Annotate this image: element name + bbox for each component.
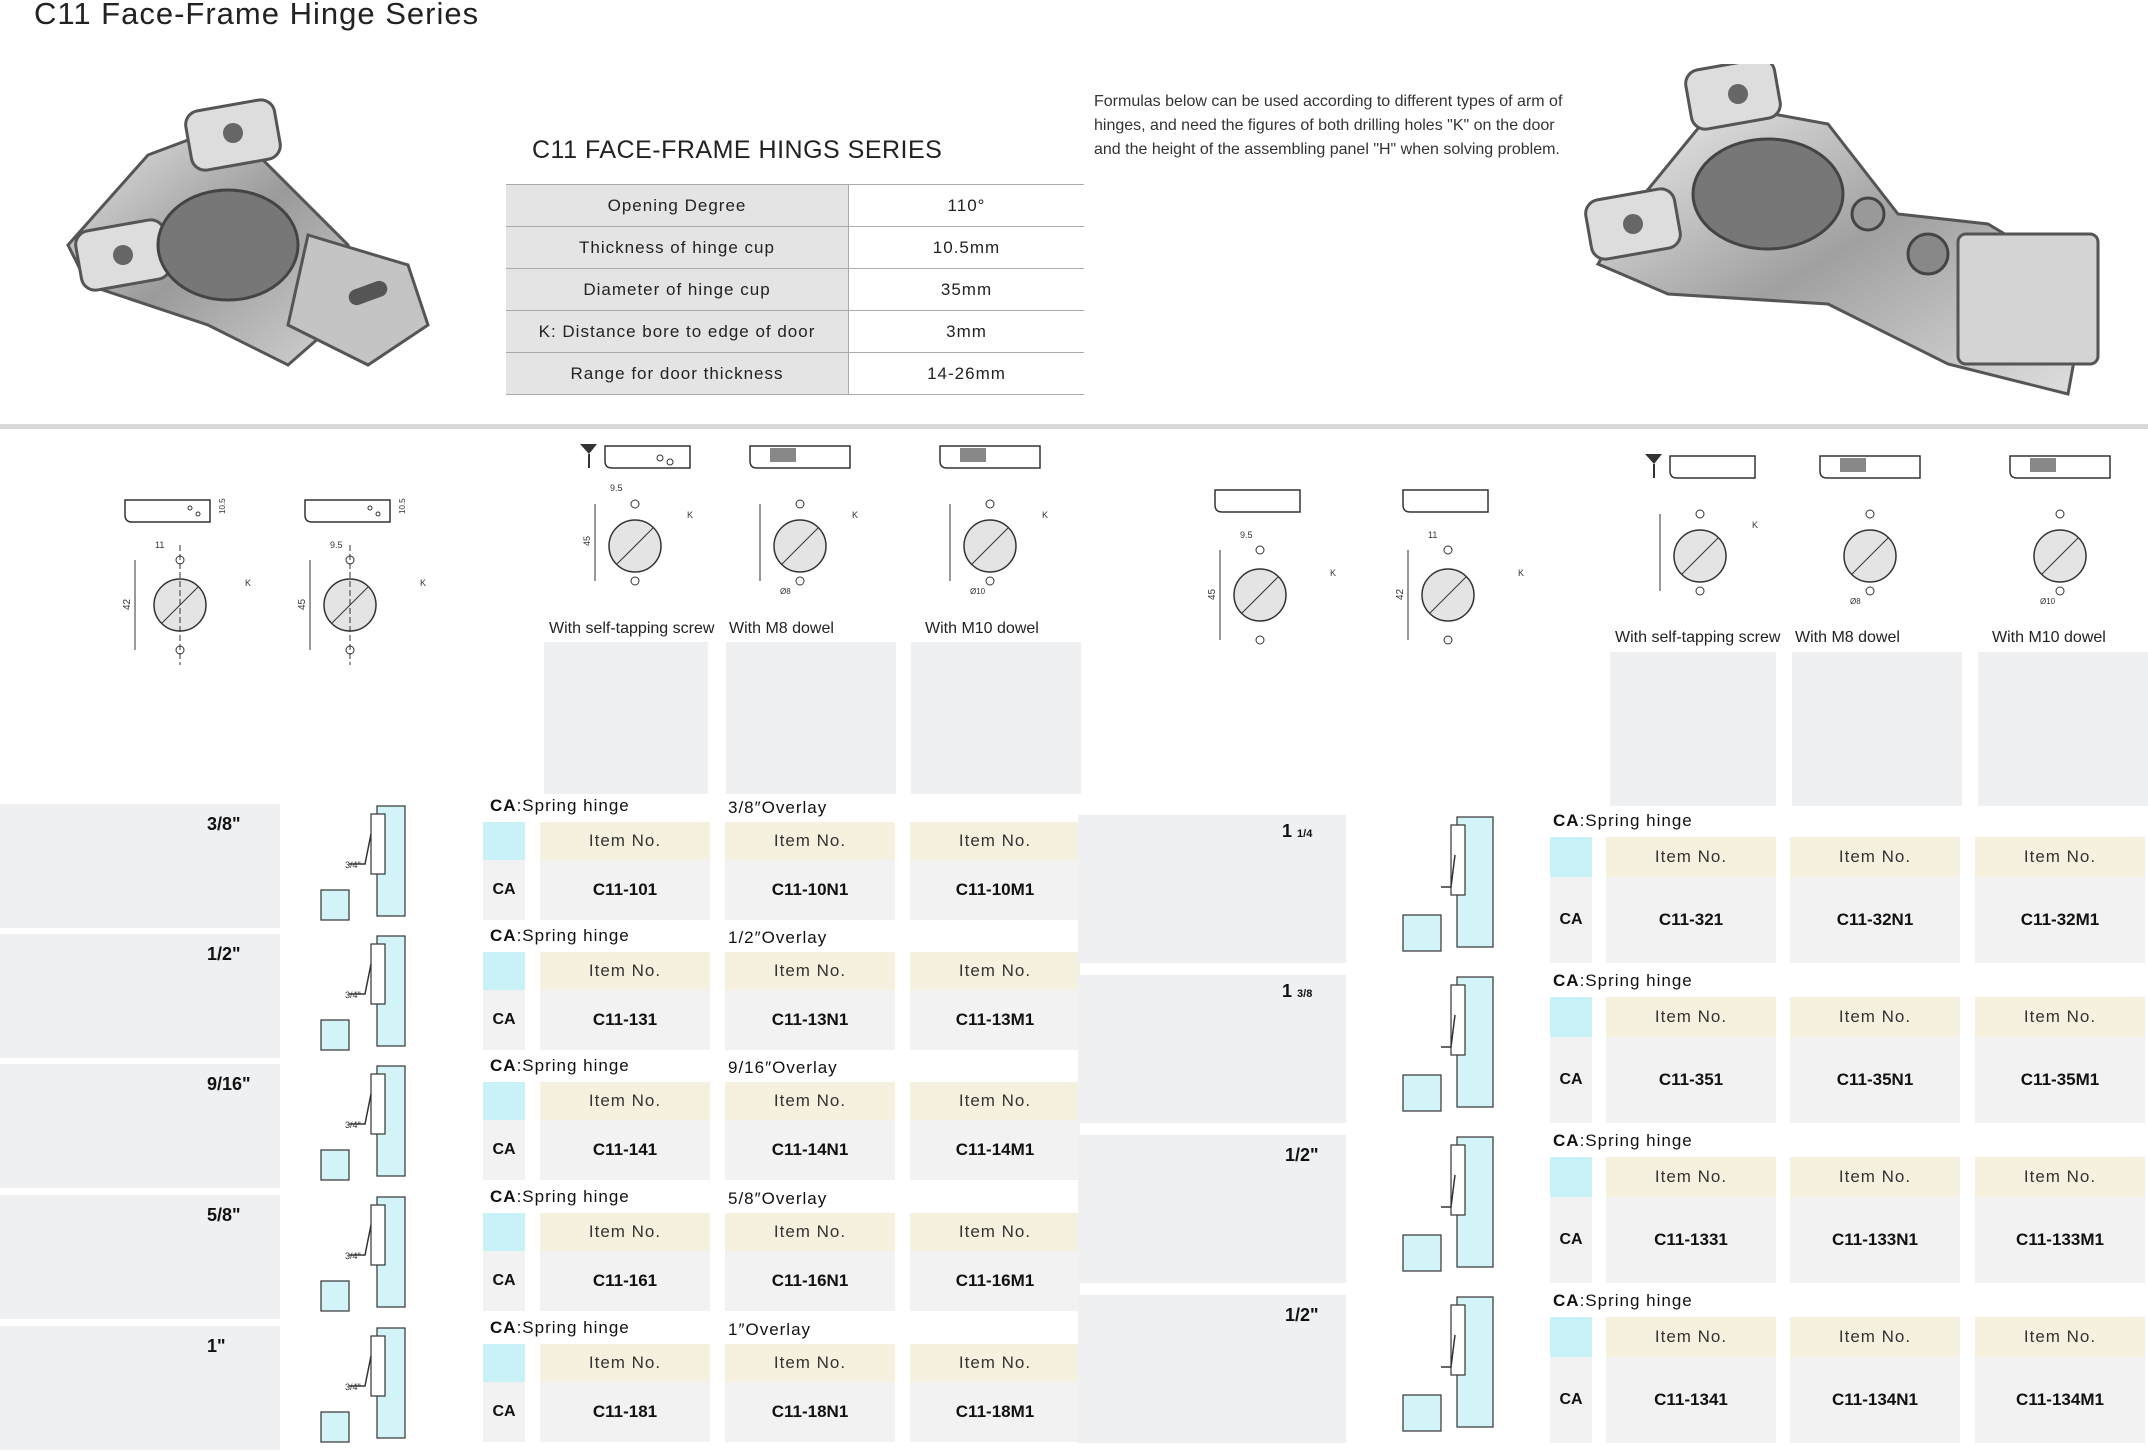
item-no-header: Item No. <box>540 952 710 991</box>
dim-label: Ø8 <box>1850 597 1861 606</box>
spec-row <box>506 353 1084 395</box>
dim-label: 9.5 <box>610 483 623 493</box>
ca-label: CA <box>490 1318 517 1337</box>
dim-label: K <box>687 510 694 520</box>
mount-drawing-m8-r <box>1810 446 1960 616</box>
item-no-header: Item No. <box>725 1213 895 1252</box>
overlay-diagram <box>315 1064 415 1184</box>
dim-label: 10.5 <box>398 498 407 514</box>
overlay-size: 9/16" <box>207 1074 251 1094</box>
overlay-heading: 1/2″Overlay <box>728 928 828 947</box>
spec-row <box>506 311 1084 353</box>
overlay-size: 1/2" <box>207 944 241 964</box>
cup-drawing-3 <box>1200 480 1360 660</box>
overlay-size <box>1282 981 1312 1002</box>
ca-cyan-bar <box>1550 997 1592 1037</box>
overlay-diagram <box>315 934 415 1054</box>
overlay-size: 1" <box>207 1336 226 1356</box>
ca-label: CA <box>1553 1131 1580 1150</box>
item-no-header: Item No. <box>910 952 1080 991</box>
dim-label: 45 <box>297 598 308 610</box>
dim-label: K <box>1042 510 1049 520</box>
overlay-size: 1/2" <box>1285 1145 1319 1165</box>
spec-value: 110° <box>849 185 1085 227</box>
ca-heading: CA:Spring hinge <box>1553 971 1693 990</box>
item-number: C11-321 <box>1606 877 1776 963</box>
mount-drawing-m8 <box>740 436 890 606</box>
overlay-diagram <box>315 1326 415 1446</box>
spec-row <box>506 227 1084 269</box>
overlay-diagram <box>315 804 415 924</box>
ca-label: CA <box>490 1187 517 1206</box>
item-no-header: Item No. <box>725 952 895 991</box>
item-number: C11-351 <box>1606 1037 1776 1123</box>
item-number: C11-14M1 <box>910 1120 1080 1180</box>
item-number: C11-133N1 <box>1790 1197 1960 1283</box>
dim-label: 11 <box>1428 530 1438 540</box>
overlay-size: 1/2" <box>1285 1305 1319 1325</box>
item-number: C11-18N1 <box>725 1382 895 1442</box>
size-whole: 1 <box>1282 981 1293 1001</box>
item-number: C11-10N1 <box>725 860 895 920</box>
overlay-mark: 3/4" <box>345 1382 361 1392</box>
dim-label: K <box>1752 520 1759 530</box>
ca-title: Spring hinge <box>1585 811 1693 830</box>
cup-photo-m10-r <box>1978 652 2148 806</box>
item-number: C11-16M1 <box>910 1251 1080 1311</box>
dim-label: K <box>1518 568 1525 578</box>
item-number: C11-10M1 <box>910 860 1080 920</box>
item-number: C11-181 <box>540 1382 710 1442</box>
dim-label: K <box>852 510 859 520</box>
spec-table <box>506 184 1084 395</box>
overlay-mark: 3/4" <box>345 1120 361 1130</box>
dim-label: Ø8 <box>780 587 791 596</box>
mount-label: With self-tapping screw <box>549 620 715 637</box>
size-frac: 3/8 <box>1297 988 1313 1000</box>
hinge-photo-row <box>0 1326 280 1450</box>
overlay-diagram <box>1395 1135 1505 1275</box>
spec-value: 3mm <box>849 311 1085 353</box>
item-no-header: Item No. <box>725 1344 895 1383</box>
item-no-header: Item No. <box>910 1344 1080 1383</box>
cup-photo-m8 <box>726 642 896 794</box>
dim-label: K <box>245 578 252 588</box>
cup-photo-m10 <box>911 642 1081 794</box>
ca-label: CA <box>490 1056 517 1075</box>
item-number: C11-131 <box>540 990 710 1050</box>
spec-row <box>506 185 1084 227</box>
dim-label: Ø10 <box>970 587 986 596</box>
item-no-header: Item No. <box>1790 837 1960 878</box>
item-number: C11-35N1 <box>1790 1037 1960 1123</box>
dim-label: 9.5 <box>330 540 343 550</box>
item-number: C11-1341 <box>1606 1357 1776 1443</box>
item-no-header: Item No. <box>1606 1157 1776 1198</box>
hinge-photo-main <box>28 95 448 380</box>
spec-value: 10.5mm <box>849 227 1085 269</box>
ca-cell: CA <box>483 1251 525 1311</box>
item-no-header: Item No. <box>910 1082 1080 1121</box>
overlay-diagram <box>1395 1295 1505 1435</box>
mount-label: With M8 dowel <box>729 620 834 637</box>
item-number: C11-32M1 <box>1975 877 2145 963</box>
item-no-header: Item No. <box>725 822 895 861</box>
item-number: C11-1331 <box>1606 1197 1776 1283</box>
ca-label: CA <box>1553 971 1580 990</box>
dim-label: Ø10 <box>2040 597 2056 606</box>
item-no-header: Item No. <box>540 1082 710 1121</box>
mount-drawing-m10 <box>930 436 1080 606</box>
item-number: C11-14N1 <box>725 1120 895 1180</box>
size-frac: 1/4 <box>1297 828 1313 840</box>
overlay-mark: 3/4" <box>345 1251 361 1261</box>
dim-label: 11 <box>155 540 165 550</box>
ca-heading: CA:Spring hinge <box>490 1056 630 1075</box>
ca-cell: CA <box>483 990 525 1050</box>
mount-drawing-m10-r <box>2000 446 2148 616</box>
item-no-header: Item No. <box>1790 997 1960 1038</box>
ca-label: CA <box>490 796 517 815</box>
ca-title: Spring hinge <box>522 1187 630 1206</box>
ca-cell: CA <box>483 860 525 920</box>
ca-heading: CA:Spring hinge <box>1553 811 1693 830</box>
page-title: C11 Face-Frame Hinge Series <box>34 0 480 31</box>
item-no-header: Item No. <box>1975 997 2145 1038</box>
ca-cell: CA <box>1550 1197 1592 1283</box>
item-no-header: Item No. <box>1606 1317 1776 1358</box>
ca-cyan-bar <box>483 1082 525 1120</box>
item-no-header: Item No. <box>540 822 710 861</box>
ca-label: CA <box>1553 1291 1580 1310</box>
item-number: C11-32N1 <box>1790 877 1960 963</box>
dim-label: 9.5 <box>1240 530 1253 540</box>
size-whole: 1 <box>1282 821 1293 841</box>
overlay-size: 5/8" <box>207 1205 241 1225</box>
item-number: C11-16N1 <box>725 1251 895 1311</box>
overlay-size: 3/8" <box>207 814 241 834</box>
ca-cyan-bar <box>483 822 525 860</box>
item-no-header: Item No. <box>1606 997 1776 1038</box>
dim-label: K <box>1330 568 1337 578</box>
cup-photo-screw-r <box>1610 652 1776 806</box>
overlay-diagram <box>1395 815 1505 955</box>
ca-cyan-bar <box>483 1213 525 1251</box>
ca-heading: CA:Spring hinge <box>490 796 630 815</box>
dim-label: 45 <box>582 535 592 546</box>
item-no-header: Item No. <box>1975 1317 2145 1358</box>
spec-label: Range for door thickness <box>506 353 849 395</box>
item-no-header: Item No. <box>1975 1157 2145 1198</box>
ca-cyan-bar <box>1550 1317 1592 1357</box>
mount-drawing-screw <box>575 436 725 606</box>
section-divider <box>0 424 2148 429</box>
formula-note: Formulas below can be used according to different types of arm of hinges, and need the figures of both drilling holes "K" on the door and the height of the assembling panel "H" when solving problem. <box>1094 93 1563 158</box>
mount-label: With M10 dowel <box>1992 629 2106 646</box>
dim-label: 45 <box>1207 588 1218 600</box>
item-no-header: Item No. <box>910 822 1080 861</box>
item-number: C11-101 <box>540 860 710 920</box>
item-no-header: Item No. <box>540 1213 710 1252</box>
ca-heading: CA:Spring hinge <box>1553 1131 1693 1150</box>
cup-drawing-2 <box>290 490 450 670</box>
spec-label: K: Distance bore to edge of door <box>506 311 849 353</box>
dim-label: K <box>420 578 427 588</box>
ca-heading: CA:Spring hinge <box>490 1187 630 1206</box>
ca-title: Spring hinge <box>1585 971 1693 990</box>
item-no-header: Item No. <box>910 1213 1080 1252</box>
item-no-header: Item No. <box>540 1344 710 1383</box>
cup-drawing-4 <box>1388 480 1548 660</box>
overlay-diagram <box>1395 975 1505 1115</box>
ca-title: Spring hinge <box>1585 1291 1693 1310</box>
ca-heading: CA:Spring hinge <box>1553 1291 1693 1310</box>
ca-label: CA <box>1553 811 1580 830</box>
item-no-header: Item No. <box>725 1082 895 1121</box>
ca-heading: CA:Spring hinge <box>490 1318 630 1337</box>
overlay-heading: 1″Overlay <box>728 1320 812 1339</box>
ca-cell: CA <box>1550 877 1592 963</box>
item-number: C11-18M1 <box>910 1382 1080 1442</box>
dim-label: 42 <box>1395 588 1406 600</box>
overlay-diagram <box>315 1195 415 1315</box>
mount-label: With M8 dowel <box>1795 629 1900 646</box>
item-number: C11-141 <box>540 1120 710 1180</box>
item-no-header: Item No. <box>1606 837 1776 878</box>
mount-drawing-screw-r <box>1640 446 1790 616</box>
item-no-header: Item No. <box>1975 837 2145 878</box>
spec-row <box>506 269 1084 311</box>
ca-title: Spring hinge <box>522 926 630 945</box>
item-number: C11-161 <box>540 1251 710 1311</box>
ca-heading: CA:Spring hinge <box>490 926 630 945</box>
spec-table-title: C11 FACE-FRAME HINGS SERIES <box>532 136 943 164</box>
ca-cell: CA <box>483 1120 525 1180</box>
spec-label: Diameter of hinge cup <box>506 269 849 311</box>
ca-cyan-bar <box>1550 837 1592 877</box>
dim-label: 42 <box>122 598 133 610</box>
ca-label: CA <box>490 926 517 945</box>
overlay-size <box>1282 821 1312 842</box>
overlay-heading: 9/16″Overlay <box>728 1058 838 1077</box>
cup-photo-m8-r <box>1792 652 1962 806</box>
item-number: C11-13N1 <box>725 990 895 1050</box>
ca-title: Spring hinge <box>522 1056 630 1075</box>
overlay-mark: 3/4" <box>345 860 361 870</box>
overlay-heading: 3/8″Overlay <box>728 798 828 817</box>
overlay-mark: 3/4" <box>345 990 361 1000</box>
item-number: C11-133M1 <box>1975 1197 2145 1283</box>
item-no-header: Item No. <box>1790 1157 1960 1198</box>
overlay-heading: 5/8″Overlay <box>728 1189 828 1208</box>
item-number: C11-134M1 <box>1975 1357 2145 1443</box>
item-number: C11-13M1 <box>910 990 1080 1050</box>
ca-cell: CA <box>1550 1357 1592 1443</box>
hinge-photo-assembled <box>1568 64 2128 414</box>
spec-label: Opening Degree <box>506 185 849 227</box>
mount-label: With self-tapping screw <box>1615 629 1781 646</box>
cup-photo-screw <box>544 642 708 794</box>
ca-title: Spring hinge <box>1585 1131 1693 1150</box>
dim-label: 10.5 <box>218 498 227 514</box>
ca-title: Spring hinge <box>522 796 630 815</box>
spec-value: 14-26mm <box>849 353 1085 395</box>
item-no-header: Item No. <box>1790 1317 1960 1358</box>
ca-cell: CA <box>483 1382 525 1442</box>
ca-title: Spring hinge <box>522 1318 630 1337</box>
item-number: C11-35M1 <box>1975 1037 2145 1123</box>
ca-cyan-bar <box>1550 1157 1592 1197</box>
ca-cyan-bar <box>483 1344 525 1382</box>
mount-label: With M10 dowel <box>925 620 1039 637</box>
item-number: C11-134N1 <box>1790 1357 1960 1443</box>
spec-value: 35mm <box>849 269 1085 311</box>
ca-cell: CA <box>1550 1037 1592 1123</box>
spec-label: Thickness of hinge cup <box>506 227 849 269</box>
ca-cyan-bar <box>483 952 525 990</box>
cup-drawing-1 <box>110 490 270 670</box>
